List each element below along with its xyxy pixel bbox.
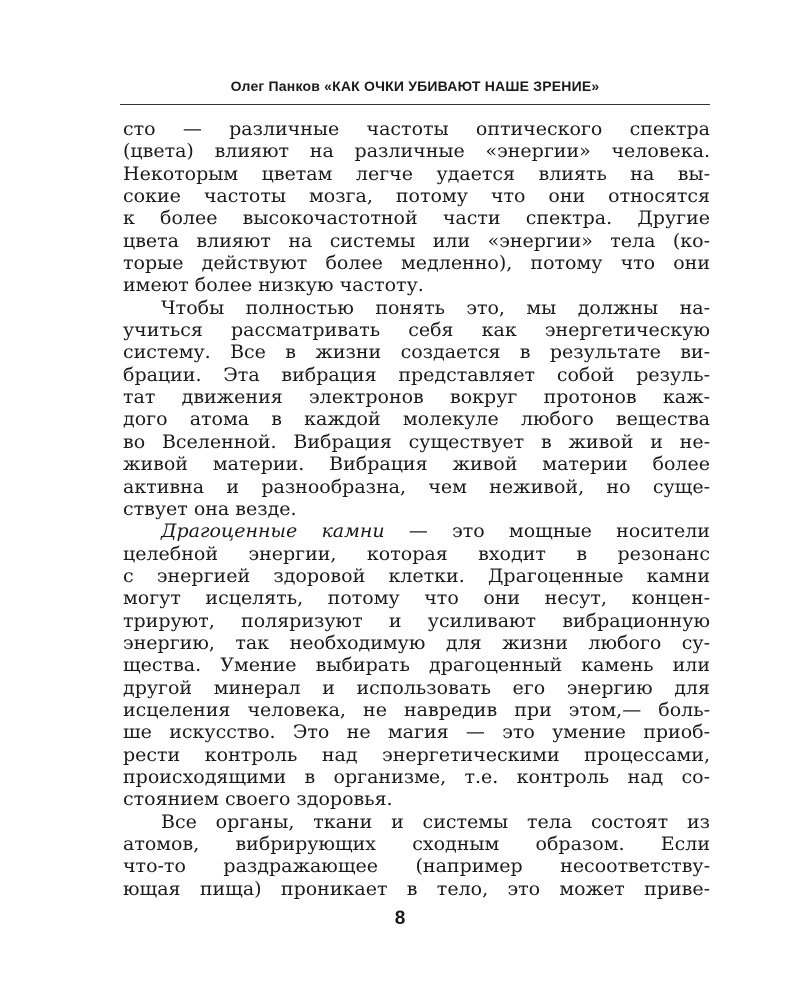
- text-line: тат движения электронов вокруг протонов каж-: [123, 386, 710, 409]
- text-line: во Вселенной. Вибрация существует в живой и не-: [123, 430, 710, 453]
- text-line: происходящими в организме, т.е. контроль над со-: [123, 765, 710, 788]
- text-line: рести контроль над энергетическими процессами,: [123, 743, 710, 766]
- text-line: к более высокочастотной части спектра. Другие: [123, 207, 710, 230]
- text-line: Все органы, ткани и системы тела состоят из: [161, 810, 710, 833]
- text-line: (цвета) влияют на различные «энергии» человека.: [123, 140, 710, 163]
- text-line: с энергией здоровой клетки. Драгоценные камни: [123, 564, 710, 587]
- text-line: сокие частоты мозга, потому что они относятся: [123, 185, 710, 208]
- text-line: стоянием своего здоровья.: [123, 788, 393, 811]
- italic-term: Драгоценные камни: [161, 520, 385, 543]
- running-head: Олег Панков «КАК ОЧКИ УБИВАЮТ НАШЕ ЗРЕНИЕ»: [230, 78, 600, 94]
- text-line: Некоторым цветам легче удается влиять на вы-: [123, 162, 710, 185]
- text-line: сто — различные частоты оптического спектра: [123, 118, 710, 140]
- text-line: трируют, поляризуют и усиливают вибрационную: [123, 609, 710, 632]
- text-line: могут исцелять, потому что они несут, концен-: [123, 587, 710, 610]
- text-line: имеют более низкую частоту.: [123, 274, 424, 297]
- text-line: ющая пища) проникает в тело, это может приве-: [123, 877, 710, 900]
- page-number: 8: [394, 908, 406, 929]
- text-line: ше искусство. Это не магия — это умение приоб-: [123, 721, 710, 744]
- text-line: энергию, так необходимую для жизни любого су-: [123, 631, 710, 654]
- text-line: другой минерал и использовать его энергию для: [123, 676, 710, 699]
- text-line: учиться рассматривать себя как энергетическую: [123, 319, 710, 342]
- header-rule: [120, 104, 710, 105]
- text-line: активна и разнообразна, чем неживой, но суще-: [123, 475, 710, 498]
- text-line-with-italic: [123, 520, 710, 542]
- text-line: Чтобы полностью понять это, мы должны на-: [161, 296, 710, 319]
- text-line: исцеления человека, не навредив при этом,— боль-: [123, 698, 710, 721]
- text-line: ствует она везде.: [123, 497, 297, 520]
- text-line: целебной энергии, которая входит в резонанс: [123, 542, 710, 565]
- text-line: дого атома в каждой молекуле любого вещества: [123, 408, 710, 431]
- text-line: цвета влияют на системы или «энергии» тела (ко-: [123, 229, 710, 252]
- text-line: систему. Все в жизни создается в результате ви-: [123, 341, 710, 364]
- text-line-rest: — это мощные носители: [408, 520, 710, 543]
- text-line: атомов, вибрирующих сходным образом. Если: [123, 833, 710, 855]
- text-line: брации. Эта вибрация представляет собой резуль-: [123, 363, 710, 386]
- text-line: что-то раздражающее (например несоответству-: [123, 855, 710, 878]
- body-text: [123, 118, 710, 900]
- text-line: торые действуют более медленно), потому что они: [123, 252, 710, 275]
- text-line: щества. Умение выбирать драгоценный камень или: [123, 654, 710, 677]
- text-line: живой материи. Вибрация живой материи более: [123, 453, 710, 476]
